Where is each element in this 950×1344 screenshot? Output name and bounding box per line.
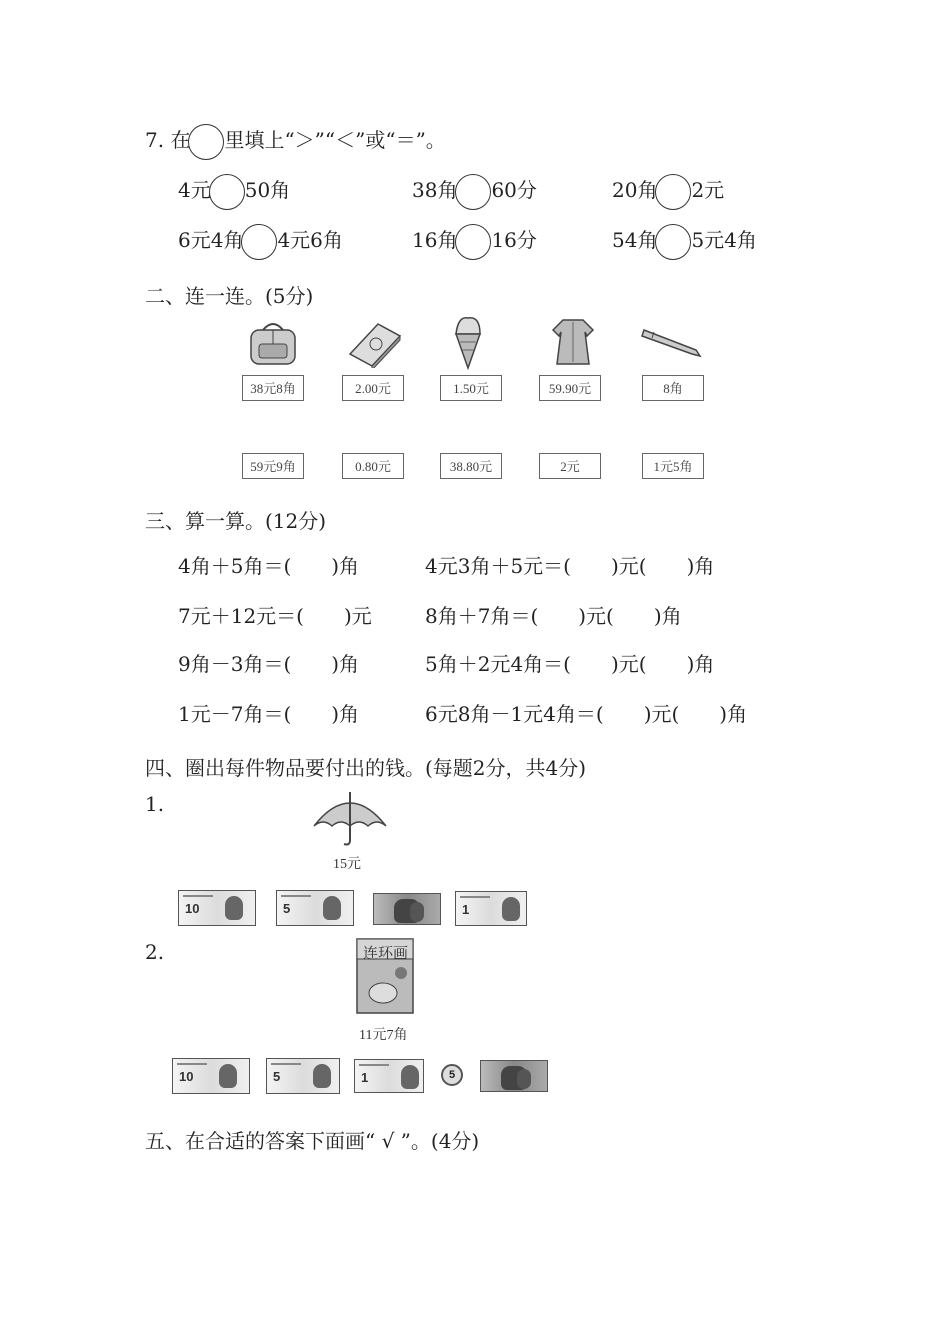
calc-item: 5角＋2元4角＝( )元( )角 [425, 652, 715, 676]
price-box-top[interactable]: 8角 [642, 375, 704, 401]
banknote[interactable] [480, 1060, 548, 1092]
price-box-bottom[interactable]: 1元5角 [642, 453, 704, 479]
section3-title: 三、算一算。(12分) [145, 509, 327, 533]
price-box-top[interactable]: 38元8角 [242, 375, 304, 401]
banknote[interactable]: 5 [266, 1058, 340, 1094]
circle-blank[interactable] [455, 224, 491, 260]
q7-item-3: 20角 2元 [612, 178, 724, 204]
q7-item-5: 16角 16分 [412, 228, 537, 254]
price-box-bottom[interactable]: 38.80元 [440, 453, 502, 479]
book-icon [344, 318, 404, 368]
price-box-bottom[interactable]: 0.80元 [342, 453, 404, 479]
backpack-icon [243, 318, 303, 368]
price-box-bottom[interactable]: 59元9角 [242, 453, 304, 479]
pen-icon [640, 324, 710, 358]
q7-item-2: 38角 60分 [412, 178, 537, 204]
q1-number: 1. [145, 792, 165, 816]
calc-item: 6元8角－1元4角＝( )元( )角 [425, 702, 748, 726]
price-box-top[interactable]: 59.90元 [539, 375, 601, 401]
banknote[interactable]: 10 [178, 890, 256, 926]
q7-suffix: 里填上“＞”“＜”或“＝”。 [224, 128, 446, 152]
q2-price: 11元7角 [359, 1028, 408, 1043]
calc-item: 8角＋7角＝( )元( )角 [425, 604, 682, 628]
q1-price: 15元 [333, 857, 361, 872]
q7-prefix: 7. 在 [145, 128, 191, 152]
circle-blank [188, 124, 224, 160]
calc-item: 9角－3角＝( )角 [178, 652, 360, 676]
banknote[interactable]: 1 [354, 1059, 424, 1093]
section2-title: 二、连一连。(5分) [145, 284, 314, 308]
price-box-bottom[interactable]: 2元 [539, 453, 601, 479]
comic-book-title: 连环画 [363, 946, 409, 962]
ice-cream-icon [448, 312, 488, 372]
banknote[interactable]: 10 [172, 1058, 250, 1094]
calc-item: 4元3角＋5元＝( )元( )角 [425, 554, 715, 578]
circle-blank[interactable] [241, 224, 277, 260]
circle-blank[interactable] [455, 174, 491, 210]
q2-number: 2. [145, 940, 165, 964]
q7-item-4: 6元4角 4元6角 [178, 228, 343, 254]
section4-title: 四、圈出每件物品要付出的钱。(每题2分，共4分) [145, 756, 587, 780]
price-box-top[interactable]: 2.00元 [342, 375, 404, 401]
circle-blank[interactable] [655, 174, 691, 210]
calc-item: 1元－7角＝( )角 [178, 702, 360, 726]
coin[interactable]: 5 [441, 1064, 463, 1086]
q7-item-1: 4元 50角 [178, 178, 290, 204]
calc-item: 4角＋5角＝( )角 [178, 554, 360, 578]
banknote[interactable]: 5 [276, 890, 354, 926]
banknote[interactable]: 1 [455, 891, 527, 926]
circle-blank[interactable] [655, 224, 691, 260]
q7-item-6: 54角 5元4角 [612, 228, 757, 254]
dress-icon [545, 316, 601, 368]
umbrella-icon [310, 786, 390, 848]
circle-blank[interactable] [209, 174, 245, 210]
q7-instruction [145, 128, 446, 154]
calc-item: 7元＋12元＝( )元 [178, 604, 372, 628]
section5-title: 五、在合适的答案下面画“ √ ”。(4分) [145, 1129, 480, 1153]
banknote[interactable] [373, 893, 441, 925]
price-box-top[interactable]: 1.50元 [440, 375, 502, 401]
